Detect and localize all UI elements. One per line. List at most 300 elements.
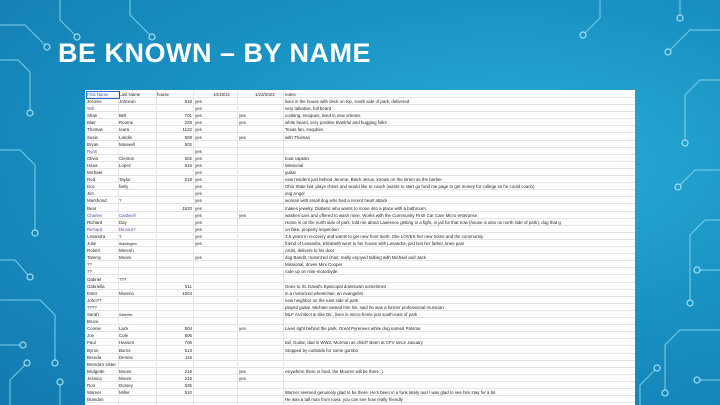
cell-notes[interactable]: Stopped by curbside for some gumbo [285, 347, 358, 353]
cell-first-name[interactable]: Hana [87, 162, 98, 168]
cell-date-1[interactable] [195, 340, 239, 346]
table-row [85, 277, 635, 283]
cell-last-name[interactable]: Bell [119, 113, 127, 119]
cell-first-name[interactable]: Jerome [87, 99, 102, 104]
cell-house[interactable] [157, 269, 192, 275]
cell-notes[interactable] [285, 383, 635, 389]
cell-house[interactable]: 513 [184, 347, 192, 353]
cell-date-1[interactable]: yes [195, 191, 202, 197]
cell-house[interactable] [157, 298, 192, 304]
cell-last-name[interactable]: Johnson [119, 99, 136, 104]
cell-notes[interactable]: washes cars and offered to wash mine. Works with the Community First! Car Care Micro enterprise. [285, 212, 479, 218]
cell-date-2[interactable] [239, 184, 285, 190]
cell-notes[interactable] [285, 319, 635, 325]
cell-house[interactable]: 506 [184, 333, 192, 339]
cell-notes[interactable]: white beard, very positive thankful and hugging folks [285, 120, 387, 126]
cell-first-name[interactable]: Jim [87, 191, 94, 197]
cell-last-name[interactable] [119, 269, 157, 275]
cell-notes[interactable]: Missional, drives Mini Cooper [285, 262, 343, 268]
cell-first-name[interactable]: Richard [87, 226, 103, 232]
cell-notes[interactable] [285, 333, 635, 339]
cell-last-name[interactable]: Devore? [119, 226, 136, 232]
cell-notes[interactable]: He was a tall man from Iowa, you can see how really friendly [285, 397, 403, 403]
cell-first-name[interactable]: Olivia [87, 155, 98, 161]
cell-first-name[interactable]: Jessica [87, 375, 102, 381]
cell-date-2[interactable] [239, 291, 285, 297]
cell-date-1[interactable]: yes [195, 184, 202, 190]
cell-last-name[interactable] [119, 106, 157, 112]
table-row [85, 284, 635, 290]
table-row [85, 227, 635, 233]
cell-notes[interactable] [285, 376, 635, 382]
cell-notes[interactable] [285, 355, 635, 361]
cell-date-2[interactable] [239, 206, 285, 212]
cell-house[interactable] [157, 220, 192, 226]
cell-first-name[interactable]: Blair [87, 120, 96, 126]
cell-last-name[interactable] [119, 170, 157, 176]
table-row [85, 262, 635, 268]
cell-notes[interactable]: woman with small dog who had a recent heart attack [285, 198, 388, 204]
cell-first-name[interactable]: Brenda [87, 354, 102, 360]
cell-house[interactable] [157, 397, 192, 403]
table-row [85, 269, 635, 275]
cell-house[interactable] [157, 277, 192, 283]
cell-date-2[interactable] [239, 220, 285, 226]
cell-notes[interactable]: rode up on mini-motorbyde [285, 269, 338, 275]
cell-date-1[interactable]: yes [195, 205, 202, 211]
cell-date-2[interactable] [239, 149, 285, 155]
cell-date-2[interactable]: yes [239, 120, 246, 126]
cell-last-name[interactable]: Moore [119, 368, 132, 374]
cell-date-1[interactable]: yes [195, 170, 202, 175]
table-row [85, 397, 635, 403]
cell-date-1[interactable]: yes [195, 127, 202, 133]
cell-date-1[interactable] [195, 383, 239, 389]
cell-house[interactable]: 1633 [182, 205, 192, 211]
cell-date-2[interactable] [239, 277, 285, 283]
cell-notes[interactable]: Home is on the north side of park, told me about Lawrence getting in a fight, in jail for that now (house is also on north side of park), dog that g [285, 219, 561, 225]
cell-first-name[interactable]: Ester [87, 290, 98, 296]
cell-date-2[interactable] [239, 227, 285, 233]
cell-date-2[interactable] [239, 262, 285, 268]
cell-date-2[interactable] [239, 170, 285, 176]
cell-last-name[interactable]: Hansen [119, 340, 135, 346]
cell-first-name[interactable]: Bryan [87, 141, 99, 147]
cell-notes[interactable]: Ohio State hat, plays chess and would like to coach (wants to start go fund me page to get money for college so he could coach) [285, 184, 535, 190]
cell-date-2[interactable] [239, 305, 285, 311]
cell-date-1[interactable]: yes [195, 99, 202, 104]
cell-first-name[interactable]: Connie [87, 326, 101, 332]
cell-last-name[interactable]: Clenton [119, 155, 135, 161]
cell-date-2[interactable] [239, 355, 285, 361]
cell-date-2[interactable] [239, 298, 285, 304]
cell-notes[interactable] [285, 362, 635, 368]
cell-house[interactable]: 510 [184, 390, 192, 396]
cell-last-name[interactable]: Caldwell [119, 212, 136, 218]
cell-house[interactable] [157, 234, 192, 240]
cell-house[interactable] [157, 262, 192, 268]
cell-house[interactable] [157, 184, 192, 190]
cell-date-1[interactable] [195, 397, 239, 403]
cell-date-1[interactable] [195, 277, 239, 283]
cell-date-2[interactable] [239, 312, 285, 318]
cell-house[interactable] [157, 255, 192, 261]
cell-first-name[interactable]: Ron [87, 383, 96, 388]
cell-first-name[interactable]: Bruce [87, 319, 99, 325]
table-row [85, 198, 635, 204]
cell-notes[interactable]: Lives right behind the park. Great Pyrenees white dog named Paloma [285, 326, 421, 332]
cell-last-name[interactable]: ??? [119, 276, 127, 282]
cell-house[interactable]: 1004 [182, 290, 192, 296]
cell-last-name[interactable]: Landis [119, 134, 132, 140]
header-date-2: 1/23/2023 [255, 92, 275, 97]
cell-date-2[interactable] [239, 191, 285, 197]
cell-notes[interactable] [285, 142, 635, 148]
cell-date-2[interactable]: yes [239, 368, 246, 374]
cell-date-2[interactable]: yes [239, 212, 246, 218]
cell-date-2[interactable] [239, 99, 285, 105]
cell-last-name[interactable] [119, 305, 157, 311]
cell-date-2[interactable] [239, 142, 285, 148]
cell-last-name[interactable] [119, 319, 157, 325]
cell-date-1[interactable] [195, 312, 239, 318]
cell-first-name[interactable]: Robert [87, 248, 101, 254]
cell-last-name[interactable]: Washington [119, 242, 137, 246]
cell-first-name[interactable]: Michael [87, 170, 103, 175]
cell-house[interactable] [157, 248, 192, 254]
cell-last-name[interactable]: Dennis [119, 354, 133, 360]
cell-notes[interactable]: very talkative, full beard [285, 106, 332, 112]
cell-first-name[interactable]: Doc [87, 184, 95, 190]
cell-date-1[interactable] [195, 248, 239, 254]
cell-house[interactable]: 504 [184, 326, 192, 332]
table-row [85, 127, 635, 133]
cell-date-1[interactable]: yes [195, 148, 202, 154]
cell-notes[interactable]: guitar [285, 170, 296, 175]
cell-house[interactable] [157, 305, 192, 311]
cell-last-name[interactable]: Moore [119, 375, 132, 381]
cell-date-1[interactable]: yes [195, 162, 202, 168]
cell-house[interactable] [157, 312, 192, 318]
table-row [85, 255, 635, 261]
table-row [85, 362, 635, 368]
cell-first-name[interactable]: Paul [87, 340, 96, 346]
cell-house[interactable]: 502 [184, 155, 192, 161]
cell-date-2[interactable]: yes [239, 375, 246, 381]
cell-date-1[interactable] [195, 284, 239, 290]
cell-first-name[interactable]: Shan [87, 113, 98, 119]
header-first-name[interactable]: First Name [87, 92, 119, 98]
cell-first-name[interactable]: Joe [87, 333, 95, 339]
cell-notes[interactable]: Goes to St. David's Episcopal downtown sometimes [285, 283, 387, 289]
cell-notes[interactable]: Missional [285, 162, 304, 168]
cell-house[interactable]: 706 [184, 340, 192, 346]
cell-date-1[interactable] [195, 319, 239, 325]
cell-first-name[interactable]: ?? [87, 269, 92, 275]
cell-date-2[interactable] [239, 198, 285, 204]
cell-first-name[interactable]: Bridgette [87, 368, 105, 374]
cell-date-1[interactable] [195, 269, 239, 275]
cell-last-name[interactable] [119, 262, 157, 268]
cell-first-name[interactable]: Byron [87, 347, 99, 353]
cell-first-name[interactable]: Brandon [87, 397, 104, 403]
cell-house[interactable]: 216 [184, 375, 192, 381]
cell-house[interactable]: 518 [184, 177, 192, 183]
cell-date-1[interactable]: yes [195, 198, 202, 204]
cell-date-1[interactable] [195, 369, 239, 375]
cell-date-2[interactable] [239, 340, 285, 346]
cell-first-name[interactable]: Sarah [87, 312, 99, 317]
cell-house[interactable]: 502 [184, 141, 192, 147]
table-row [85, 142, 635, 148]
table-row [85, 348, 635, 354]
cell-last-name[interactable]: ? [119, 233, 122, 239]
cell-notes[interactable]: boat captain [285, 155, 309, 161]
slide-title: BE KNOWN – BY NAME [58, 38, 372, 68]
table-row [85, 191, 635, 197]
cell-house[interactable]: 511 [185, 283, 192, 289]
cell-last-name[interactable]: Lack [119, 326, 129, 332]
cell-date-1[interactable] [195, 390, 239, 396]
table-row [85, 312, 635, 318]
table-row [85, 333, 635, 339]
cell-first-name[interactable]: Warner [87, 390, 102, 396]
cell-notes[interactable]: dog Angel [285, 191, 305, 197]
cell-date-2[interactable] [239, 234, 285, 240]
cell-last-name[interactable]: Ieara [119, 127, 130, 133]
cell-first-name[interactable]: Will [87, 106, 95, 112]
table-row [85, 376, 635, 382]
cell-house[interactable] [157, 213, 192, 219]
header-notes: notes [285, 92, 296, 97]
cell-date-2[interactable]: yes [239, 326, 246, 332]
cell-first-name[interactable]: Bear [87, 205, 97, 211]
cell-date-1[interactable] [195, 298, 239, 304]
cell-notes[interactable] [285, 149, 635, 155]
cell-notes[interactable]: makes jewelry. Diabetic who wants to move into a place with a bathroom. [285, 205, 427, 211]
cell-notes[interactable]: dog Bandit, motorized chair, really enjoyed talking with Michael and Jack [285, 255, 426, 261]
cell-first-name[interactable]: ???? [87, 304, 97, 310]
cell-date-1[interactable]: yes [195, 155, 202, 161]
cell-first-name[interactable]: Tammy [87, 255, 102, 261]
cell-date-2[interactable] [239, 255, 285, 261]
cell-notes[interactable]: on bike, property inspection [285, 226, 339, 232]
cell-first-name[interactable]: ?? [87, 262, 92, 268]
cell-first-name[interactable]: Charles [87, 212, 103, 218]
table-row [85, 206, 635, 212]
cell-last-name[interactable] [119, 206, 157, 212]
cell-notes[interactable]: tall, Guitar, dad in WW2, Mormon as child? Been at CFV since January [285, 340, 423, 346]
cell-house[interactable]: 701 [184, 113, 192, 119]
cell-last-name[interactable]: Miller [119, 390, 130, 396]
table-row [85, 220, 635, 226]
cell-date-2[interactable] [239, 284, 285, 290]
cell-date-1[interactable]: yes [195, 241, 202, 246]
table-row [85, 99, 635, 105]
cell-first-name[interactable]: Richard [87, 219, 103, 225]
table-row [85, 156, 635, 162]
cell-notes[interactable]: 3.5 years in recovery and wants to get new front teeth. She LOVES her new home and the community. [285, 233, 484, 239]
cell-notes[interactable]: played guitar. Michael named him his, said he was a former professional musician [285, 304, 444, 310]
cell-notes[interactable]: friend of Lesandra, Elizabeth went to her house with Lesandra, just lost her father, knee pain [285, 241, 465, 246]
cell-house[interactable]: 518 [184, 99, 192, 104]
cell-date-2[interactable] [239, 127, 285, 133]
cell-notes[interactable]: Texas fan, enqubes [285, 127, 324, 133]
cell-house[interactable]: 115 [185, 354, 192, 360]
cell-last-name[interactable]: Meresh [119, 248, 134, 254]
cell-date-2[interactable] [239, 390, 285, 396]
cell-house[interactable]: 216 [184, 368, 192, 374]
cell-house[interactable] [157, 319, 192, 325]
cell-last-name[interactable]: Dorsey [119, 383, 133, 388]
cell-date-1[interactable] [195, 348, 239, 354]
cell-house[interactable]: 508 [184, 134, 192, 140]
cell-first-name[interactable]: Susie [87, 134, 98, 140]
table-row [85, 369, 635, 375]
cell-notes[interactable]: Artist, delivers to his door [285, 248, 335, 254]
cell-notes[interactable]: MLF Architect & Site Dir., lives in micro-home just south-east of park [285, 312, 418, 317]
table-row [85, 319, 635, 325]
table-row [85, 248, 635, 254]
cell-date-1[interactable] [195, 376, 239, 382]
table-row [85, 106, 635, 112]
cell-first-name[interactable]: Thomas [87, 127, 103, 133]
cell-last-name[interactable] [119, 298, 157, 304]
cell-last-name[interactable]: Satterlee [119, 313, 133, 317]
cell-date-1[interactable]: yes [195, 120, 202, 126]
cell-last-name[interactable]: Lopez [119, 162, 131, 168]
cell-notes[interactable] [285, 277, 635, 283]
table-row [85, 291, 635, 297]
cell-date-2[interactable] [239, 177, 285, 183]
cell-date-2[interactable]: yes [239, 113, 246, 119]
cell-date-2[interactable] [239, 383, 285, 389]
cell-first-name[interactable]: Gabriel [87, 276, 102, 282]
table-row [85, 177, 635, 183]
cell-notes[interactable]: lives in the house with deck on top, south side of park; delivered [285, 99, 410, 104]
cell-date-1[interactable] [195, 142, 239, 148]
table-row [85, 149, 635, 155]
cell-date-2[interactable] [239, 362, 285, 368]
cell-house[interactable] [157, 198, 192, 204]
cell-date-1[interactable] [195, 291, 239, 297]
cell-house[interactable]: 535 [184, 383, 192, 388]
cell-notes[interactable]: with Thomas [285, 134, 310, 140]
cell-date-1[interactable]: yes [195, 226, 202, 232]
cell-first-name[interactable]: Marshond [87, 198, 107, 204]
cell-last-name[interactable] [119, 284, 157, 290]
cell-date-2[interactable]: yes [239, 134, 246, 140]
cell-date-1[interactable]: yes [195, 177, 202, 183]
cell-date-2[interactable] [239, 333, 285, 339]
cell-date-1[interactable] [195, 355, 239, 361]
cell-date-2[interactable] [239, 397, 285, 403]
cell-notes[interactable]: Anywhere there is food, the Moores will be there :) [285, 368, 383, 374]
cell-house[interactable] [157, 227, 192, 233]
header-house: house [157, 92, 169, 97]
table-row [85, 390, 635, 396]
cell-house[interactable] [157, 241, 192, 247]
cell-date-1[interactable] [195, 362, 239, 368]
cell-notes[interactable]: new resident just behind Jerome. Black Jesus, known on the street as the barber [285, 177, 442, 183]
cell-last-name[interactable]: Maxwell [119, 141, 135, 147]
cell-last-name[interactable]: fairly [119, 184, 129, 190]
cell-house[interactable] [157, 191, 192, 197]
cell-date-2[interactable] [239, 156, 285, 162]
table-row [85, 298, 635, 304]
cell-date-1[interactable]: yes [195, 219, 202, 225]
cell-last-name[interactable]: Day [119, 219, 127, 225]
cell-last-name[interactable]: Moore [119, 255, 132, 261]
cell-house[interactable]: 1122 [182, 127, 192, 133]
cell-date-1[interactable]: yes [195, 233, 202, 239]
cell-last-name[interactable] [119, 191, 157, 197]
cell-date-1[interactable]: yes [195, 113, 202, 119]
cell-house[interactable] [157, 170, 192, 176]
cell-last-name[interactable]: Roome [119, 120, 134, 126]
cell-notes[interactable]: in a motorized wheelchair, an evangelist [285, 290, 363, 296]
cell-date-1[interactable]: yes [195, 134, 202, 140]
cell-last-name[interactable]: Burns [119, 347, 131, 353]
table-row [85, 383, 635, 389]
cell-house[interactable]: 616 [184, 162, 192, 168]
cell-first-name[interactable]: Brenda's sister [87, 361, 116, 367]
cell-first-name[interactable]: Gabriella [87, 283, 105, 289]
table-row [85, 340, 635, 346]
cell-date-1[interactable] [195, 326, 239, 332]
cell-last-name[interactable]: Taylor [119, 177, 131, 183]
cell-notes[interactable]: Warner seemed genuinely glad to be there. He's been in a funk lately and I was glad to see him stay for a bit. [285, 390, 497, 396]
cell-date-2[interactable] [239, 163, 285, 169]
cell-date-1[interactable] [195, 305, 239, 311]
cell-house[interactable] [157, 362, 192, 368]
cell-first-name[interactable]: Ryan [87, 148, 98, 154]
cell-date-2[interactable] [239, 106, 285, 112]
cell-last-name[interactable]: ? [119, 198, 122, 204]
header-last-name: Last Name [119, 92, 141, 97]
cell-date-1[interactable]: yes [195, 212, 202, 218]
cell-last-name[interactable] [119, 149, 157, 155]
cell-last-name[interactable]: Moreno [119, 290, 134, 296]
cell-house[interactable]: 228 [184, 120, 192, 126]
cell-notes[interactable]: cooking, enoques, lived in new orleans [285, 113, 361, 119]
cell-last-name[interactable] [119, 362, 157, 368]
table-row [85, 326, 635, 332]
cell-date-2[interactable] [239, 269, 285, 275]
cell-first-name[interactable]: Lesandra [87, 233, 106, 239]
cell-date-2[interactable] [239, 248, 285, 254]
cell-date-1[interactable] [195, 262, 239, 268]
cell-first-name[interactable]: John?? [87, 297, 102, 303]
header-row [85, 92, 635, 98]
cell-last-name[interactable] [119, 397, 157, 403]
table-row [85, 241, 635, 247]
cell-first-name[interactable]: Rod [87, 177, 96, 183]
cell-date-1[interactable] [195, 333, 239, 339]
cell-house[interactable] [157, 149, 192, 155]
table-row [85, 120, 635, 126]
cell-date-1[interactable]: yes [195, 255, 202, 261]
cell-date-2[interactable] [239, 241, 285, 247]
table-row [85, 355, 635, 361]
cell-last-name[interactable]: Cole [119, 333, 129, 339]
cell-house[interactable] [157, 106, 192, 112]
cell-first-name[interactable]: Julie [87, 241, 97, 246]
cell-notes[interactable]: new neighbor on the east side of park [285, 297, 359, 303]
cell-date-2[interactable] [239, 348, 285, 354]
cell-date-1[interactable]: yes [195, 106, 202, 112]
cell-date-2[interactable] [239, 319, 285, 325]
